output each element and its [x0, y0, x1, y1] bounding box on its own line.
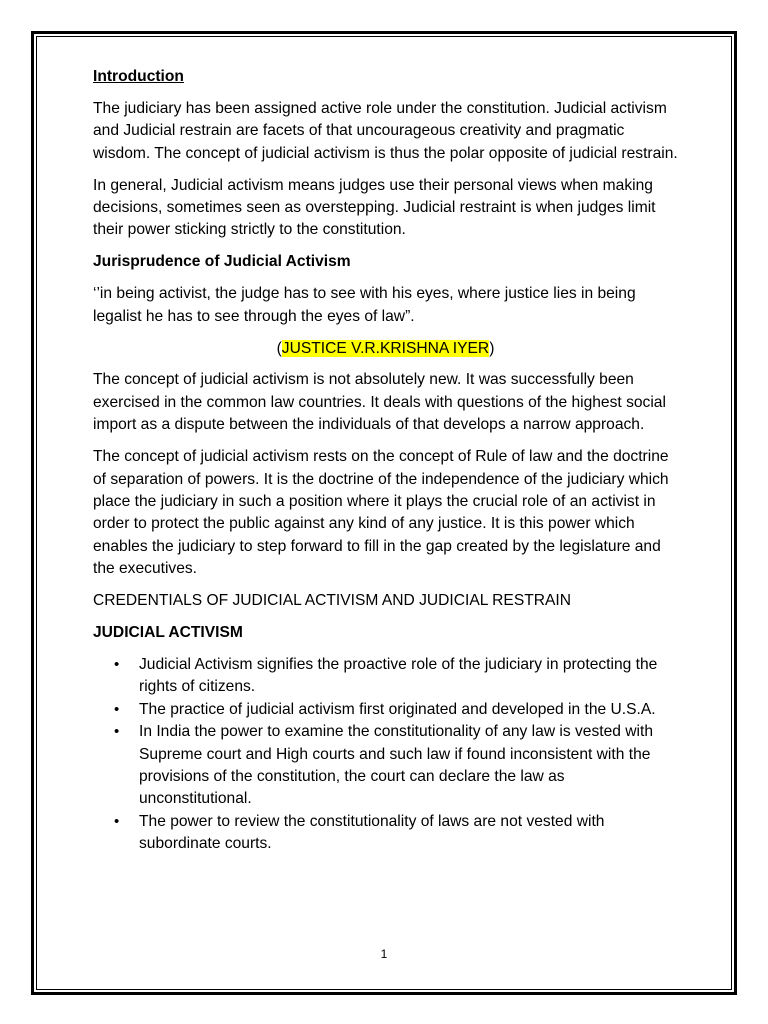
list-item: [93, 654, 678, 699]
list-item: [93, 721, 678, 811]
list-item-text: In India the power to examine the constitutionality of any law is vested with Supreme court and High courts and such law if found inconsistent with the provisions of the constitution, the court can declare the law as unconstitutional.: [139, 723, 654, 808]
list-item-text: The power to review the constitutionality of laws are not vested with subordinate courts.: [139, 812, 605, 853]
quote-open-paren: (: [276, 339, 282, 357]
activism-heading: JUDICIAL ACTIVISM: [93, 624, 243, 642]
bullet-icon: •: [114, 655, 120, 673]
list-item-text: Judicial Activism signifies the proactive role of the judiciary in protecting the rights of citizens.: [139, 655, 658, 696]
quote-author: JUSTICE V.R.KRISHNA IYER: [281, 339, 490, 357]
quote-close-paren: ): [489, 339, 495, 357]
list-item: [93, 811, 678, 856]
quote-attribution: [93, 338, 678, 360]
credentials-heading: CREDENTIALS OF JUDICIAL ACTIVISM AND JUDICIAL RESTRAIN: [93, 592, 571, 610]
intro-paragraph-1: The judiciary has been assigned active role under the constitution. Judicial activism and Judicial restrain are facets of that uncourageous creativity and pragmatic wisdom. The concept of judicial activism is thus the polar opposite of judicial restrain.: [93, 99, 678, 162]
intro-paragraph-2: In general, Judicial activism means judges use their personal views when making decisions, sometimes seen as overstepping. Judicial restraint is when judges limit their power sticking strictly to the constitution.: [93, 176, 656, 239]
bullet-icon: •: [114, 812, 120, 830]
bullet-icon: •: [114, 723, 120, 741]
quote-paragraph: ‘’in being activist, the judge has to see with his eyes, where justice lies in being legalist he has to see through the eyes of law”.: [93, 285, 636, 325]
concept-paragraph-2: The concept of judicial activism rests on the concept of Rule of law and the doctrine of separation of powers. It is the doctrine of the independence of the judiciary which place the judiciary in such a position where it plays the crucial role of an activist in order to protect the public against any kind of any justice. It is this power which enables the judiciary to step forward to fill in the gap created by the legislature and the executives.: [93, 448, 669, 578]
list-item: [93, 699, 678, 721]
activism-bullet-list: [93, 654, 678, 856]
document-body: [93, 66, 678, 856]
page-number: 1: [380, 947, 388, 961]
concept-paragraph-1: The concept of judicial activism is not absolutely new. It was successfully been exercised in the common law countries. It deals with questions of the highest social import as a dispute between the individuals of that develops a narrow approach.: [93, 371, 666, 434]
jurisprudence-heading: Jurisprudence of Judicial Activism: [93, 253, 351, 271]
list-item-text: The practice of judicial activism first originated and developed in the U.S.A.: [139, 700, 656, 718]
intro-heading: Introduction: [93, 68, 184, 85]
bullet-icon: •: [114, 700, 120, 718]
